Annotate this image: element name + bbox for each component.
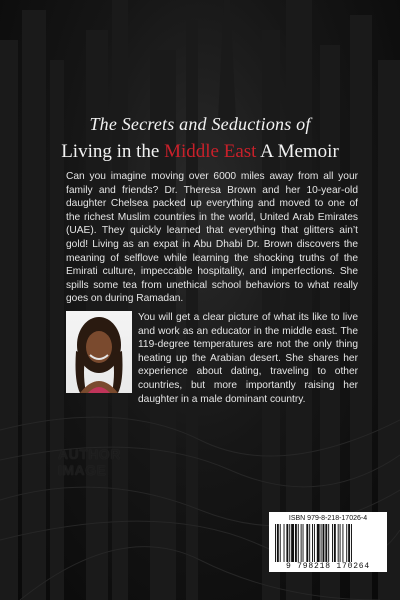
barcode-bar [306,524,308,562]
author-photo [66,311,132,393]
barcode-bar [351,524,352,562]
barcode-bar [289,524,290,562]
author-image-line-2: IMAGE [58,462,107,478]
barcode-bar [346,524,347,562]
barcode-bar [323,524,325,562]
barcode-bar [321,524,322,562]
barcode-bar [332,524,333,562]
title-suffix: A Memoir [256,141,339,162]
barcode-bar [275,524,276,562]
author-image-line-1: AUTHOR [58,446,121,462]
author-portrait-image [66,311,132,393]
title-prefix: Living in the [61,141,165,162]
title-line-1: The Secrets and Seductions of [89,114,311,134]
barcode-bar [280,524,281,562]
barcode-bar [334,524,336,562]
blurb-paragraph-2: You will get a clear picture of what its like to live and work as an educator in the middle east. The 119-degree temperatures are not the only thing heating up the Arabian desert. She shares her experience about dating, traveling to other countries, but more importantly raising her daughter in a male dominant country. [138,312,358,405]
barcode-bar [291,524,294,562]
barcode-bar [286,524,288,562]
isbn-label: ISBN 979-8-218-17026-4 [288,515,368,522]
barcode-bar [309,524,310,562]
title-accent: Middle East [164,141,257,162]
book-title [0,114,400,163]
barcode-bar [284,524,285,562]
barcode-bar [342,524,343,562]
barcode-bar [298,524,299,562]
barcode-bar [328,524,329,562]
barcode-bar [317,524,320,562]
author-image-placeholder [58,446,138,478]
barcode-bar [295,524,297,562]
barcode-bars [275,524,381,562]
barcode-bar [314,524,315,562]
barcode-bar [340,524,341,562]
title-line-2 [0,141,400,163]
barcode-box [269,512,387,572]
barcode-bar [303,524,304,562]
barcode-bar [338,524,339,562]
barcode-bar [301,524,302,562]
barcode-bar [277,524,279,562]
barcode-bar [348,524,350,562]
barcode-bar [325,524,327,562]
barcode-bar [312,524,313,562]
blurb-paragraph-1: Can you imagine moving over 6000 miles away from all your family and friends? Dr. Theresa Brown and her 10-year-old daughter Chelsea packed up everything and moved to one of the richest Muslim countries in the world, United Arab Emirates (UAE). They quickly learned that everything that glitters ain’t gold! Living as an expat in Abu Dhabi Dr. Brown discovers the meaning of selflove while learning the shocking truths of the Emirati culture, impeccable hospitality, and imperfections. She spills some tea from unethical school behaviors to what really goes on during Ramadan. [66,171,358,305]
barcode-digits: 9 798218 170264 [285,562,370,571]
